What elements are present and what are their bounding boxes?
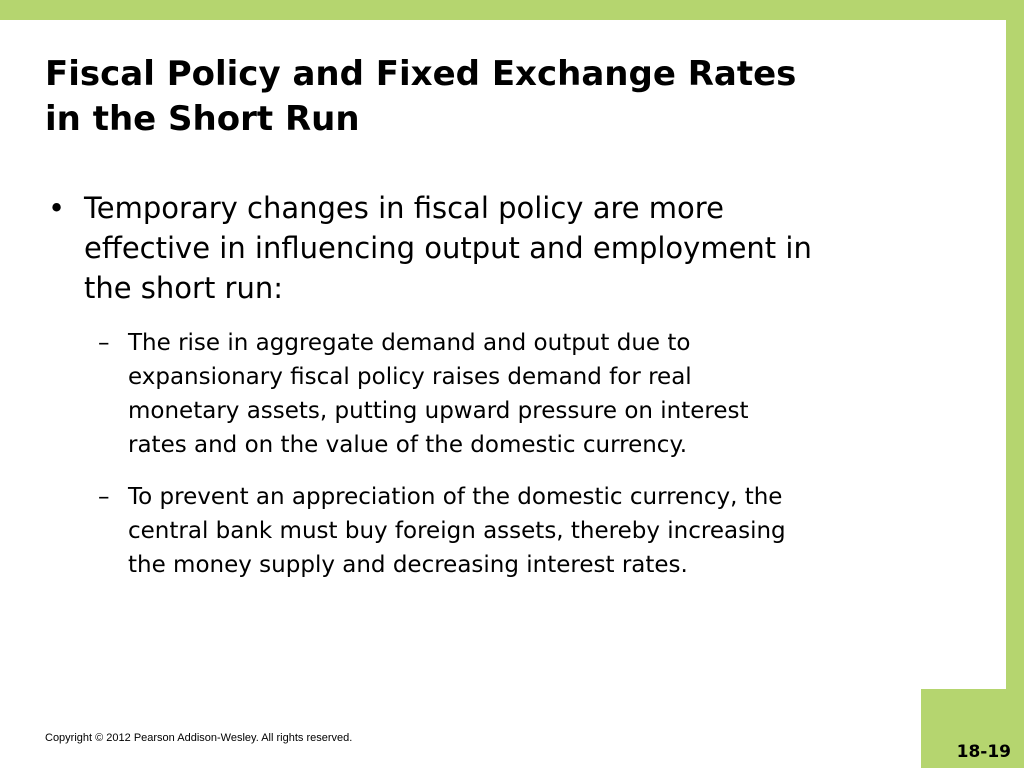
- sub-bullet-text-line: the money supply and decreasing interest rates.: [128, 552, 688, 578]
- sub-bullet-text-line: monetary assets, putting upward pressure on interest: [128, 398, 749, 424]
- slide-title: [45, 52, 945, 142]
- sub-bullet-marker: –: [98, 484, 110, 510]
- bullet-text-line: effective in influencing output and employment in: [84, 231, 812, 265]
- sub-bullet-text-line: To prevent an appreciation of the domestic currency, the: [128, 484, 783, 510]
- sub-bullet-text-line: central bank must buy foreign assets, thereby increasing: [128, 518, 786, 544]
- bullet-text-line: the short run:: [84, 271, 284, 305]
- slide-title-line: Fiscal Policy and Fixed Exchange Rates: [45, 54, 797, 94]
- bullet-marker: •: [48, 191, 66, 225]
- page-number: 18-19: [956, 742, 1011, 762]
- bullet-text: [84, 188, 812, 308]
- sub-bullet-marker: –: [98, 330, 110, 356]
- right-border-bar: [1006, 0, 1024, 768]
- slide-title-line: in the Short Run: [45, 99, 360, 139]
- sub-bullet-text-line: rates and on the value of the domestic currency.: [128, 432, 688, 458]
- copyright-notice: Copyright © 2012 Pearson Addison-Wesley. All rights reserved.: [45, 732, 353, 744]
- sub-bullet-text: [128, 480, 786, 582]
- sub-bullet-text-line: expansionary fiscal policy raises demand for real: [128, 364, 692, 390]
- top-border-bar: [0, 0, 1024, 20]
- sub-bullet-text-line: The rise in aggregate demand and output due to: [128, 330, 691, 356]
- sub-bullet-text: [128, 326, 749, 462]
- bullet-text-line: Temporary changes in fiscal policy are more: [84, 191, 724, 225]
